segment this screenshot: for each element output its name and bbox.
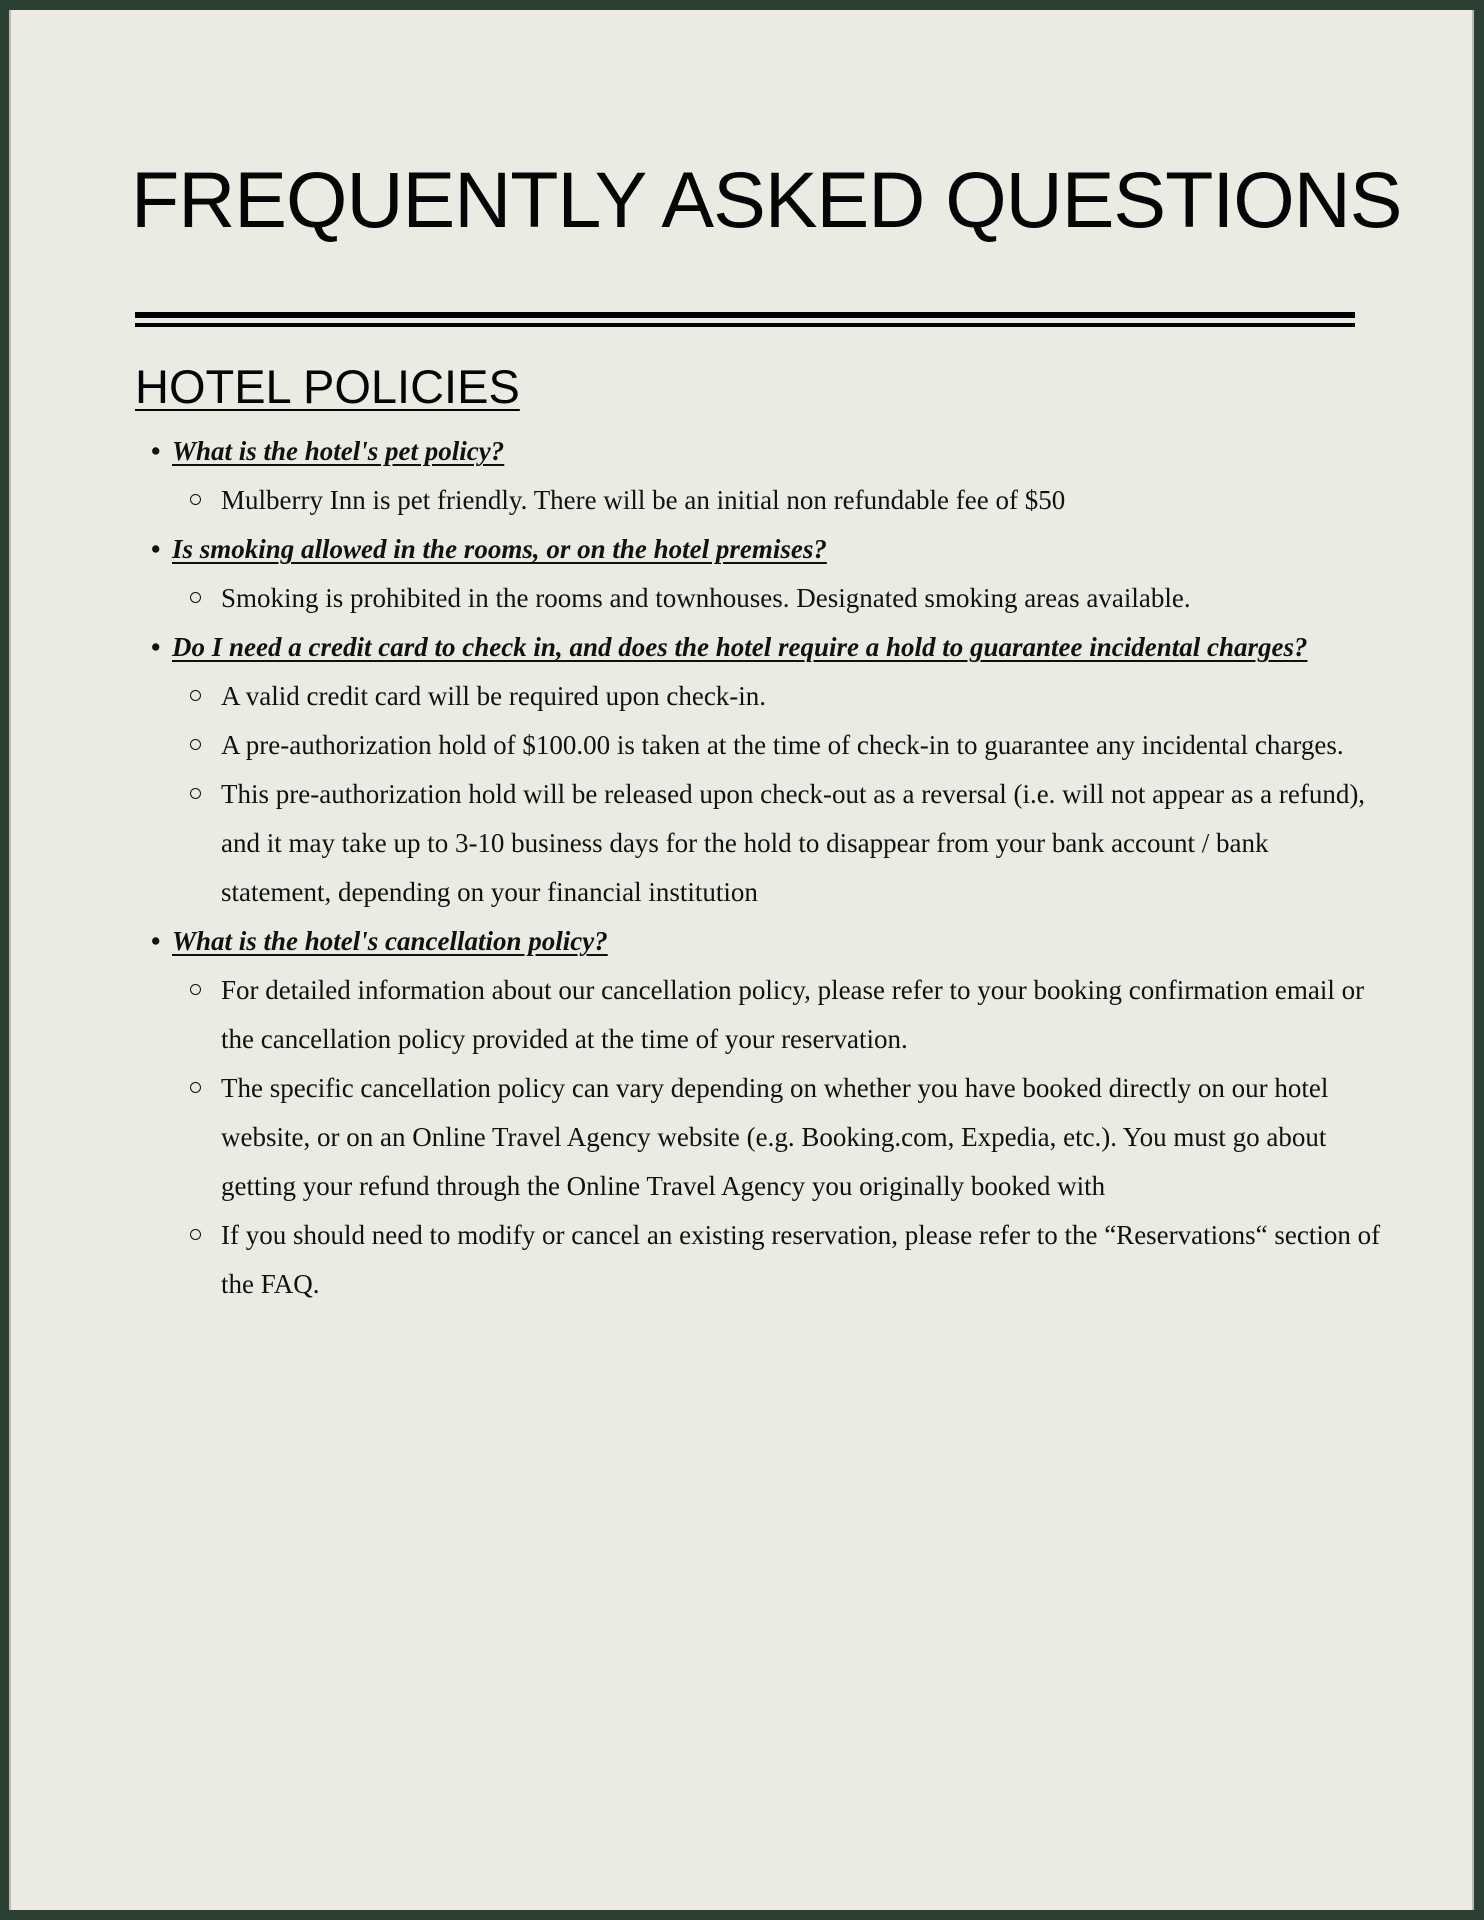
faq-item-smoking-policy [145,525,1381,623]
faq-question: • What is the hotel's pet policy? [172,436,505,466]
faq-answer: A valid credit card will be required upon check-in. [172,672,1381,721]
faq-answer: Smoking is prohibited in the rooms and townhouses. Designated smoking areas available. [172,574,1381,623]
faq-answer-list [172,476,1381,525]
faq-answer-list [172,966,1381,1309]
faq-question: • Is smoking allowed in the rooms, or on the hotel premises? [172,534,827,564]
page-title: FREQUENTLY ASKED QUESTIONS [131,155,1402,244]
faq-question: • Do I need a credit card to check in, and does the hotel require a hold to guarantee incidental charges? [172,632,1308,662]
faq-page [9,10,1474,1910]
faq-answer: A pre-authorization hold of $100.00 is taken at the time of check-in to guarantee any incidental charges. [172,721,1381,770]
faq-item-pet-policy [145,427,1381,525]
title-divider-thin [135,323,1355,327]
faq-answer-list [172,672,1381,917]
faq-answer: If you should need to modify or cancel an existing reservation, please refer to the “Reservations“ section of the FAQ. [172,1211,1381,1309]
faq-item-credit-card-policy [145,623,1381,917]
faq-answer-list [172,574,1381,623]
faq-answer: This pre-authorization hold will be released upon check-out as a reversal (i.e. will not appear as a refund), and it may take up to 3-10 business days for the hold to disappear from your bank account / bank statement, depending on your financial institution [172,770,1381,917]
section-title: HOTEL POLICIES [135,360,520,413]
faq-answer: For detailed information about our cancellation policy, please refer to your booking confirmation email or the cancellation policy provided at the time of your reservation. [172,966,1381,1064]
faq-answer: The specific cancellation policy can vary depending on whether you have booked directly on our hotel website, or on an Online Travel Agency website (e.g. Booking.com, Expedia, etc.). You must go about getting your refund through the Online Travel Agency you originally booked with [172,1064,1381,1211]
faq-item-cancellation-policy [145,917,1381,1309]
faq-question: • What is the hotel's cancellation policy? [172,926,608,956]
faq-list [145,427,1381,1309]
title-divider-thick [135,312,1355,318]
faq-answer: Mulberry Inn is pet friendly. There will be an initial non refundable fee of $50 [172,476,1381,525]
